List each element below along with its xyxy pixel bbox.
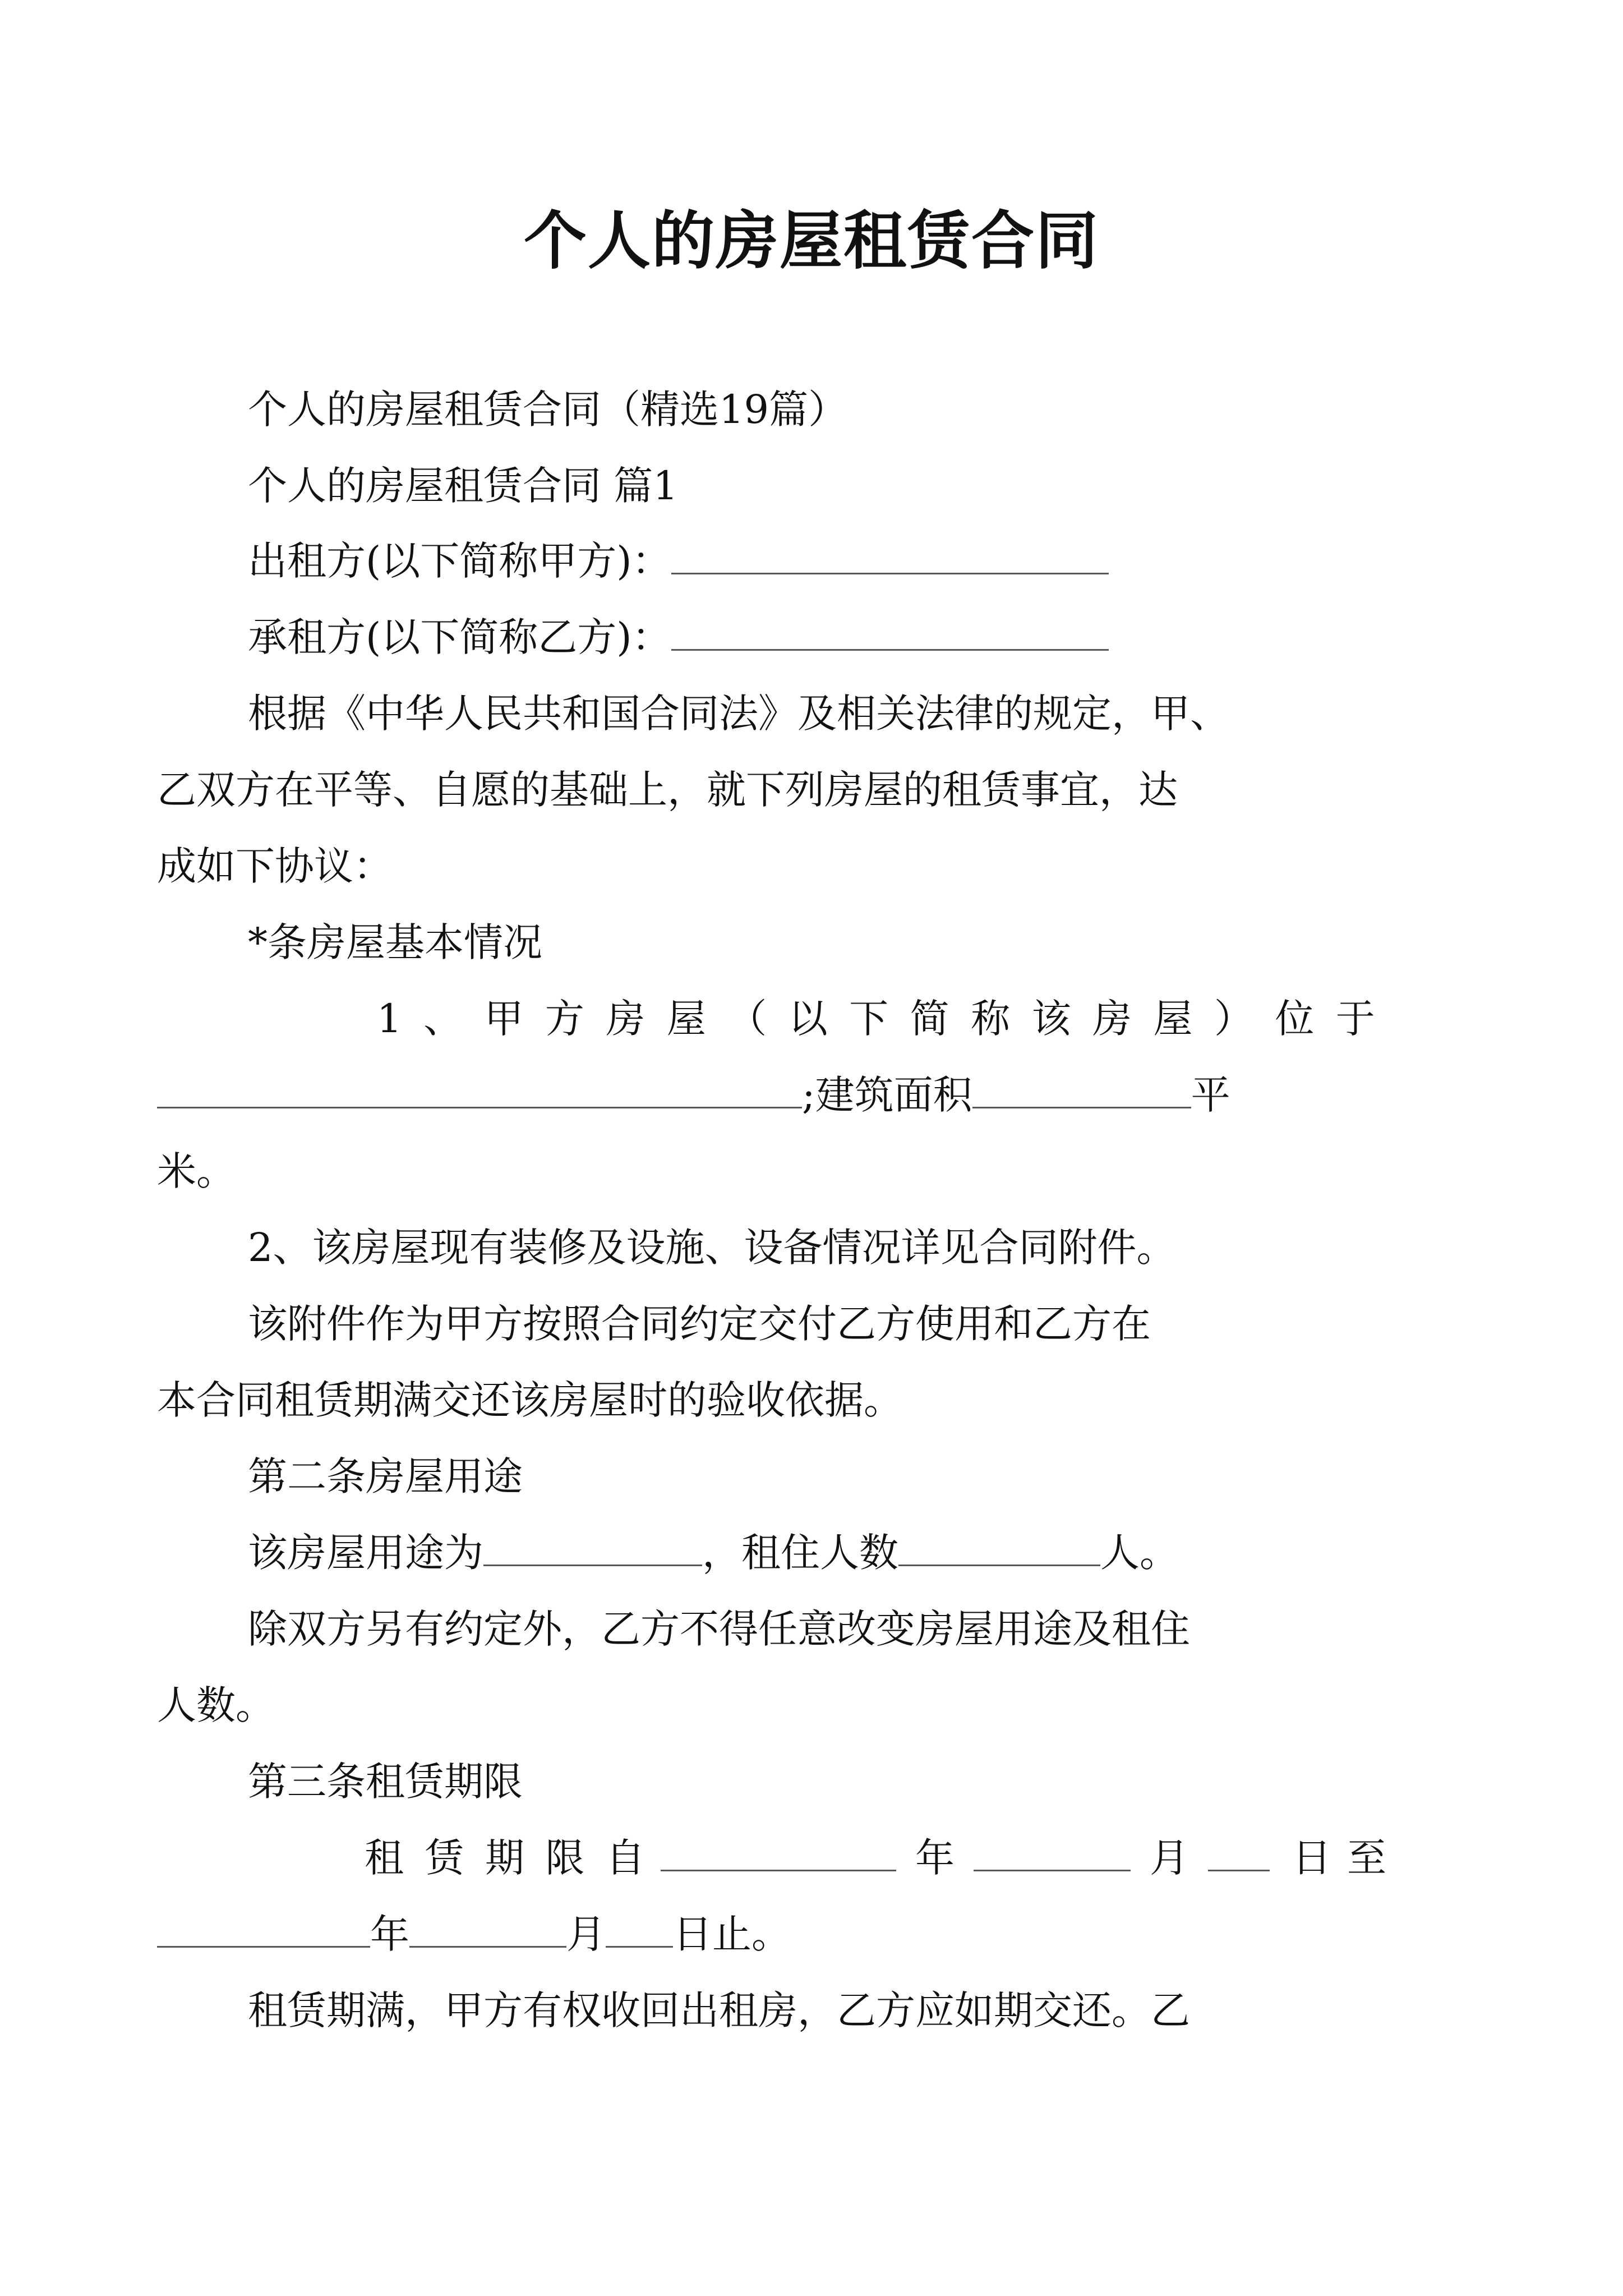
intro-line-3	[157, 838, 1375, 894]
occupants-label: ，租住人数	[702, 1530, 898, 1576]
term-to-inner	[157, 1911, 791, 1957]
intro-line-2-text: 乙双方在平等、自愿的基础上，就下列房屋的租赁事宜，达	[157, 767, 1178, 813]
article-2-use-line	[248, 1525, 1375, 1581]
lessor-line	[248, 533, 1375, 589]
lessor-blank	[671, 538, 1109, 574]
article-1-item-1-line	[377, 991, 1375, 1047]
spaced-char: 于	[1335, 996, 1375, 1042]
restriction-line-2-text: 人数。	[157, 1682, 275, 1728]
area-line-inner	[157, 1072, 1230, 1118]
article-2-heading: 第二条房屋用途	[248, 1453, 523, 1499]
area-label: ;建筑面积	[802, 1072, 972, 1118]
start-month-blank	[974, 1835, 1131, 1871]
end-month-blank	[409, 1911, 566, 1948]
spaced-char: 限	[545, 1835, 585, 1881]
term-from-label	[365, 1830, 645, 1886]
start-day-label: 日至	[1292, 1835, 1402, 1881]
occupants-unit: 人。	[1100, 1530, 1179, 1576]
part-heading: 个人的房屋租赁合同 篇1	[248, 463, 678, 509]
start-year-blank	[661, 1835, 896, 1871]
spaced-char: 该	[1031, 996, 1071, 1042]
spaced-char: 屋	[1153, 996, 1193, 1042]
lessor-label: 出租方(以下简称甲方)：	[248, 538, 671, 584]
spaced-char: （	[727, 996, 767, 1042]
area-blank	[972, 1072, 1191, 1108]
spaced-char: 方	[545, 996, 584, 1042]
spaced-char: ）	[1214, 996, 1253, 1042]
spaced-char: 、	[423, 996, 463, 1042]
area-unit-a: 平	[1191, 1072, 1230, 1118]
end-day-label: 日止。	[673, 1911, 791, 1957]
intro-line-3-text: 成如下协议：	[157, 843, 393, 889]
spaced-char: 自	[606, 1835, 645, 1881]
intro-line-2	[157, 762, 1375, 818]
article-1-heading: *条房屋基本情况	[248, 919, 542, 965]
annex-note-line-1: 该附件作为甲方按照合同约定交付乙方使用和乙方在	[248, 1301, 1151, 1347]
spaced-char: 租	[365, 1835, 404, 1881]
spaced-char: 期	[485, 1835, 524, 1881]
spaced-char: 屋	[666, 996, 706, 1042]
article-1-item-2: 2、该房屋现有装修及设施、设备情况详见合同附件。	[248, 1225, 1176, 1271]
lessee-line	[248, 609, 1375, 665]
spaced-char: 位	[1275, 996, 1315, 1042]
end-year-label: 年	[370, 1911, 409, 1957]
end-day-blank	[606, 1911, 673, 1948]
spaced-char: 房	[1092, 996, 1132, 1042]
subtitle: 个人的房屋租赁合同（精选19篇）	[248, 386, 848, 432]
start-month-label: 月	[1150, 1835, 1189, 1881]
area-unit-line	[157, 1143, 1375, 1199]
spaced-char: 1	[377, 996, 402, 1042]
use-label: 该房屋用途为	[248, 1530, 483, 1576]
annex-note-line-2	[157, 1372, 1375, 1428]
spaced-char: 下	[849, 996, 889, 1042]
spaced-char: 以	[788, 996, 828, 1042]
start-year-label: 年	[915, 1835, 955, 1881]
end-year-blank	[157, 1911, 370, 1948]
expiry-line: 租赁期满，甲方有权收回出租房，乙方应如期交还。乙	[248, 1987, 1190, 2033]
start-day-blank	[1208, 1835, 1270, 1871]
annex-note-line-2-text: 本合同租赁期满交还该房屋时的验收依据。	[157, 1377, 903, 1423]
article-3-heading: 第三条租赁期限	[248, 1759, 523, 1805]
occupants-blank	[898, 1530, 1100, 1566]
term-to-line	[248, 1906, 1375, 1962]
article-1-item-1-area-line	[248, 1067, 1375, 1123]
intro-line-1: 根据《中华人民共和国合同法》及相关法律的规定，甲、	[248, 691, 1229, 737]
spaced-char: 甲	[484, 996, 524, 1042]
spaced-char: 简	[910, 996, 949, 1042]
spaced-char: 称	[971, 996, 1011, 1042]
lessee-blank	[671, 614, 1109, 651]
location-blank	[157, 1072, 802, 1108]
restriction-line-2	[157, 1677, 1375, 1733]
term-from-line	[365, 1830, 1402, 1886]
restriction-line-1: 除双方另有约定外，乙方不得任意改变房屋用途及租住	[248, 1606, 1190, 1652]
document-title: 个人的房屋租赁合同	[524, 204, 1099, 278]
spaced-char: 赁	[425, 1835, 464, 1881]
area-unit-b: 米。	[157, 1148, 236, 1194]
lessee-label: 承租方(以下简称乙方)：	[248, 614, 671, 660]
spaced-char: 房	[606, 996, 645, 1042]
end-month-label: 月	[566, 1911, 606, 1957]
use-blank	[483, 1530, 702, 1566]
